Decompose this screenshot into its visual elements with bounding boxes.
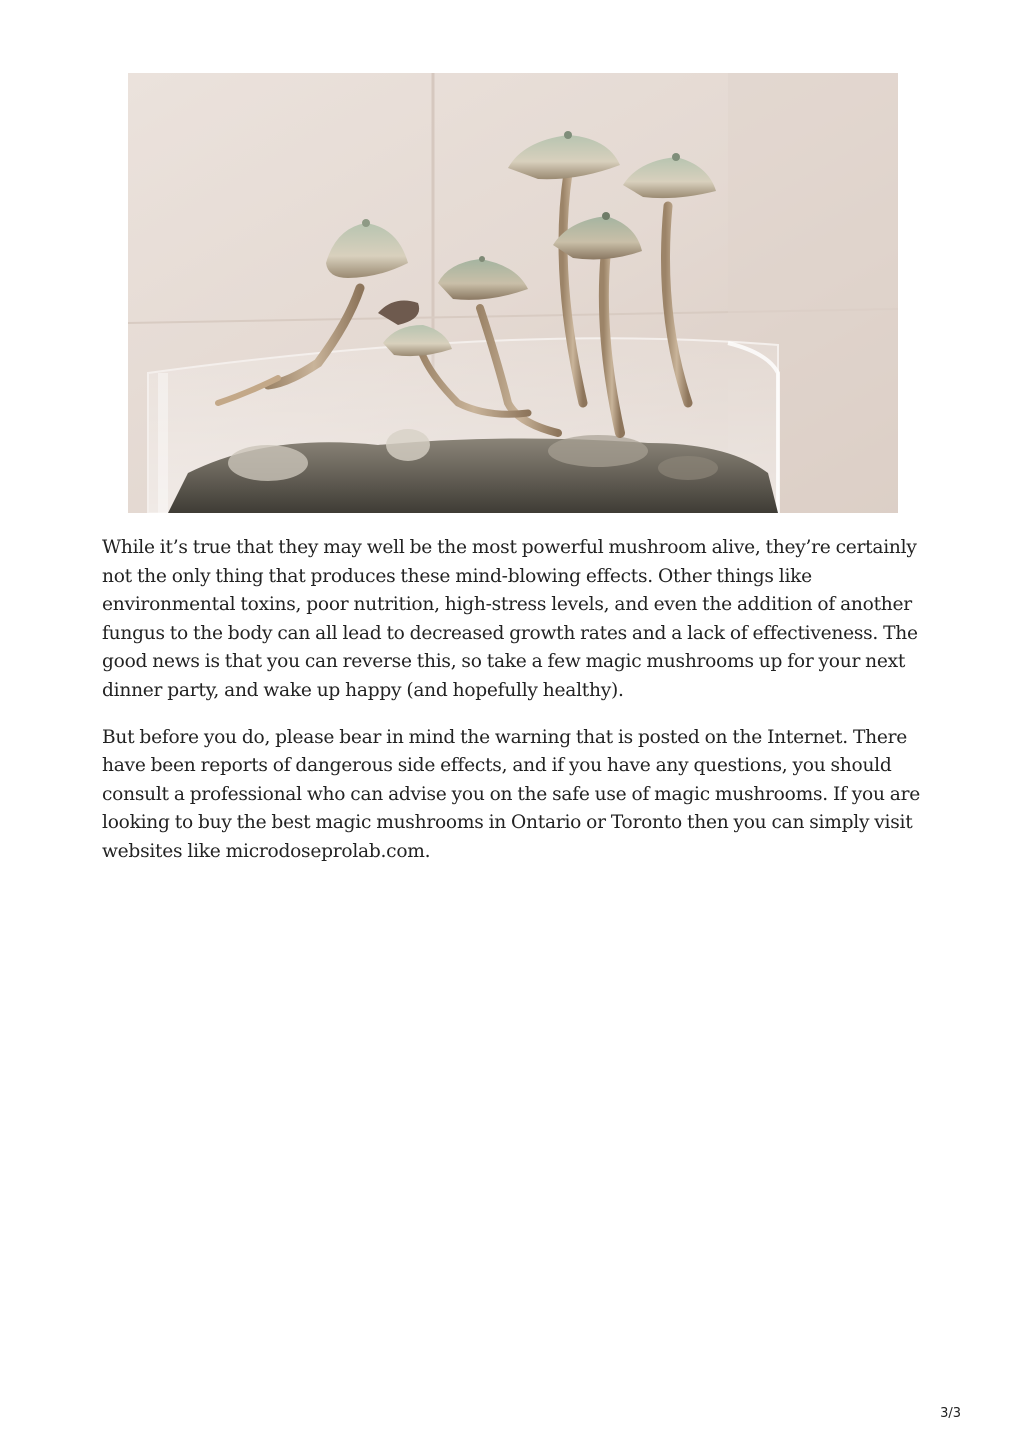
paragraph-warning: But before you do, please bear in mind the warning that is posted on the Internet. There have been reports of dangerous side effects, and if you have any questions, you should consult a professional who can advise you on the safe use of magic mushrooms. If you are looking to buy the best magic mushrooms in Ontario or Toronto then you can simply visit websites like microdoseprolab.com. xyxy=(102,726,920,862)
mushrooms-photo-icon xyxy=(128,73,898,513)
article-body xyxy=(102,534,922,885)
page-number: 3/3 xyxy=(940,1406,961,1421)
mushrooms-photo xyxy=(128,73,898,513)
paragraph-effects: While it’s true that they may well be the most powerful mushroom alive, they’re certainly not the only thing that produces these mind-blowing effects. Other things like environmental toxins, poor nutrition, high-stress levels, and even the addition of another fungus to the body can all lead to decreased growth rates and a lack of effectiveness. The good news is that you can reverse this, so take a few magic mushrooms up for your next dinner party, and wake up happy (and hopefully healthy). xyxy=(102,537,918,701)
